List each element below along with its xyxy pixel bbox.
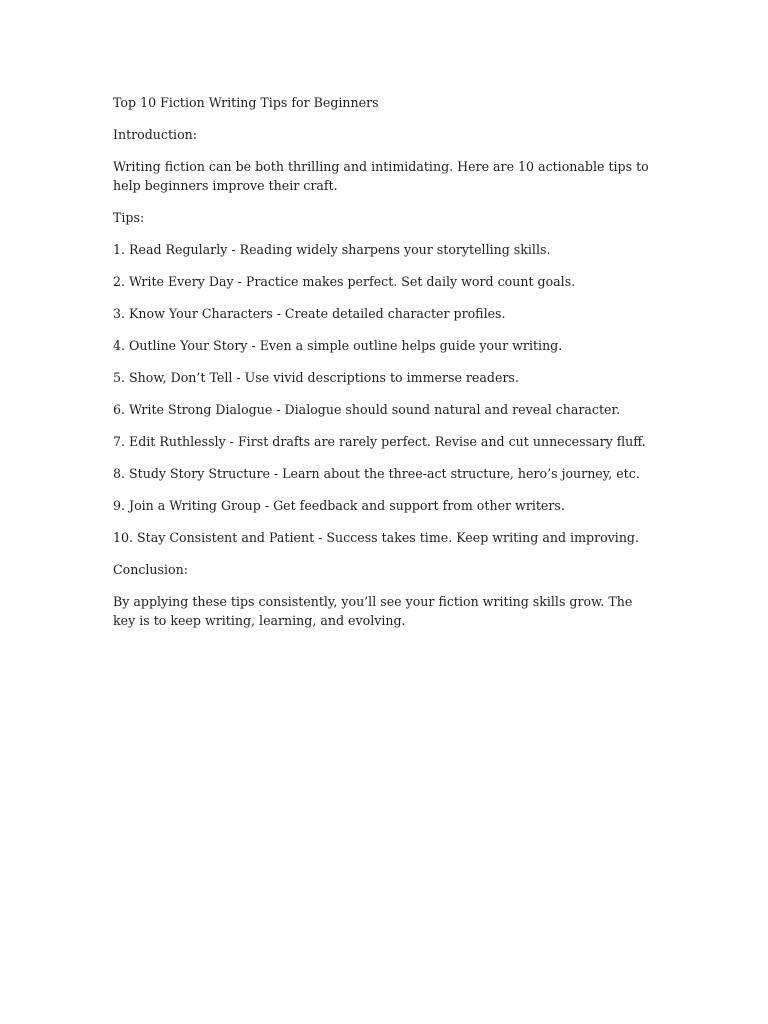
document-title: Top 10 Fiction Writing Tips for Beginners xyxy=(113,95,379,110)
tip-item: 6. Write Strong Dialogue - Dialogue should sound natural and reveal character. xyxy=(113,402,621,417)
conclusion-heading: Conclusion: xyxy=(113,562,188,577)
tips-heading: Tips: xyxy=(113,210,145,225)
intro-paragraph: Writing fiction can be both thrilling and intimidating. Here are 10 actionable tips to help beginners improve their craft. xyxy=(113,159,649,193)
tip-item: 2. Write Every Day - Practice makes perfect. Set daily word count goals. xyxy=(113,274,576,289)
intro-heading: Introduction: xyxy=(113,127,197,142)
tip-item: 5. Show, Don’t Tell - Use vivid descriptions to immerse readers. xyxy=(113,370,519,385)
tip-item: 3. Know Your Characters - Create detailed character profiles. xyxy=(113,306,506,321)
tip-item: 4. Outline Your Story - Even a simple outline helps guide your writing. xyxy=(113,338,563,353)
tip-item: 1. Read Regularly - Reading widely sharpens your storytelling skills. xyxy=(113,242,551,257)
tip-item: 9. Join a Writing Group - Get feedback and support from other writers. xyxy=(113,498,565,513)
tip-item: 7. Edit Ruthlessly - First drafts are rarely perfect. Revise and cut unnecessary fluff. xyxy=(113,434,646,449)
conclusion-paragraph: By applying these tips consistently, you’ll see your fiction writing skills grow. The key is to keep writing, learning, and evolving. xyxy=(113,594,633,628)
tip-item: 10. Stay Consistent and Patient - Success takes time. Keep writing and improving. xyxy=(113,530,639,545)
tip-item: 8. Study Story Structure - Learn about the three-act structure, hero’s journey, etc. xyxy=(113,466,640,481)
tips-list xyxy=(113,240,658,547)
